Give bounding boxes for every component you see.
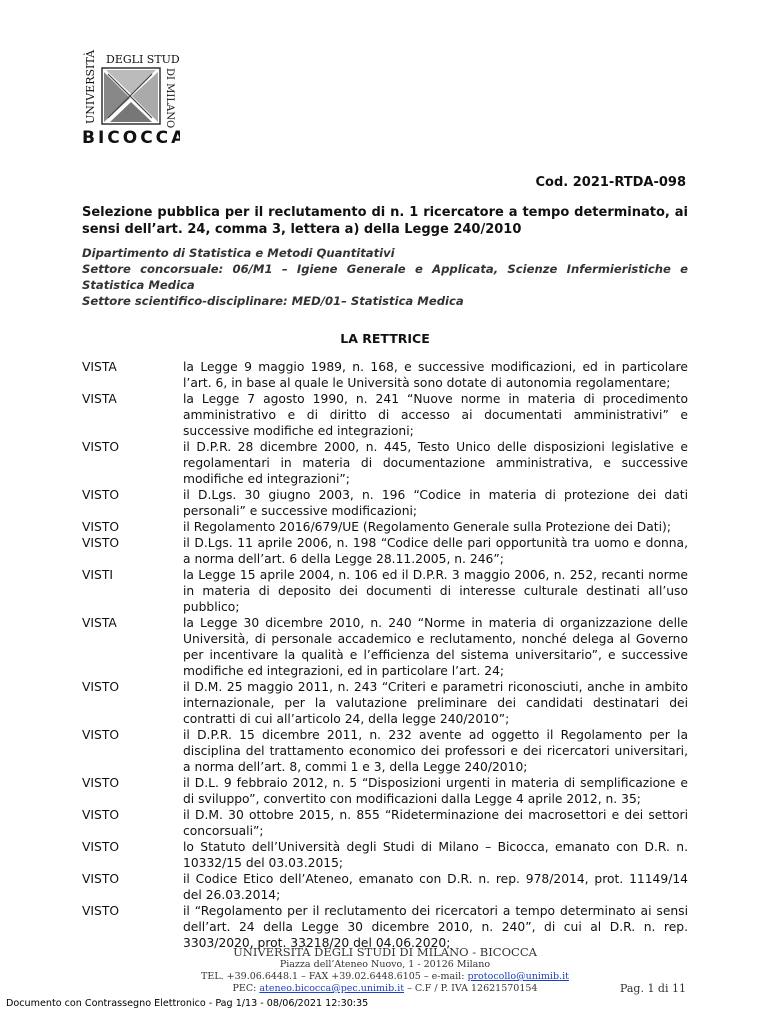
item-text: la Legge 9 maggio 1989, n. 168, e successive modificazioni, ed in particolare l’art. 6, in base al quale le Università sono dotate di autonomia regolamentare; <box>183 360 688 390</box>
university-logo <box>80 46 180 146</box>
sector-line: Settore concorsuale: 06/M1 – Igiene Generale e Applicata, Scienze Infermieristiche e Statistica Medica <box>82 262 688 292</box>
item-keyword: VISTO <box>82 904 120 918</box>
section-heading: LA RETTRICE <box>340 331 430 346</box>
list-item <box>82 839 688 871</box>
item-keyword: VISTO <box>82 840 120 854</box>
list-item <box>82 535 688 567</box>
footer-pec-label: PEC: <box>232 983 260 994</box>
list-item <box>82 871 688 903</box>
item-keyword: VISTI <box>82 568 113 582</box>
item-text: il Codice Etico dell’Ateneo, emanato con D.R. n. rep. 978/2014, prot. 11149/14 del 26.03.2014; <box>183 872 688 902</box>
item-keyword: VISTO <box>82 808 120 822</box>
list-item <box>82 439 688 487</box>
item-keyword: VISTO <box>82 488 120 502</box>
list-item <box>82 615 688 679</box>
item-keyword: VISTO <box>82 536 120 550</box>
item-text: il “Regolamento per il reclutamento dei ricercatori a tempo determinato ai sensi dell’art. 24 della Legge 30 dicembre 2010, n. 240”, di cui al D.R. n. rep. 3303/2020, prot. 33218/20 del 04.06.2020; <box>183 904 688 950</box>
footer-university-name: UNIVERSITÀ DEGLI STUDI DI MILANO - BICOCCA <box>233 945 537 959</box>
item-keyword: VISTO <box>82 520 120 534</box>
item-keyword: VISTO <box>82 776 120 790</box>
document-title: Selezione pubblica per il reclutamento di n. 1 ricercatore a tempo determinato, ai sensi dell’art. 24, comma 3, lettera a) della Legge 240/2010 <box>82 205 688 237</box>
item-text: il D.P.R. 28 dicembre 2000, n. 445, Testo Unico delle disposizioni legislative e regolamentari in materia di documentazione amministrativa, e successive modifiche ed integrazioni”; <box>183 440 688 486</box>
logo-universita-text: UNIVERSITÀ <box>84 49 97 124</box>
list-item <box>82 359 688 391</box>
item-keyword: VISTA <box>82 616 117 630</box>
list-item <box>82 391 688 439</box>
item-text: il D.P.R. 15 dicembre 2011, n. 232 avente ad oggetto il Regolamento per la disciplina del trattamento economico dei professori e dei ricercatori universitari, a norma dell’art. 8, commi 1 e 3, della Legge 240/2010; <box>183 728 688 774</box>
item-text: il D.M. 30 ottobre 2015, n. 855 “Rideterminazione dei macrosettori e dei settori concorsuali”; <box>183 808 688 838</box>
list-item <box>82 679 688 727</box>
item-text: il D.M. 25 maggio 2011, n. 243 “Criteri e parametri riconosciuti, anche in ambito internazionale, per la valutazione preliminare dei candidati destinatari dei contratti di cui all’articolo 24, della legge 240/2010”; <box>183 680 688 726</box>
item-keyword: VISTO <box>82 872 120 886</box>
item-text: la Legge 7 agosto 1990, n. 241 “Nuove norme in materia di procedimento amministrativo e di diritto di accesso ai documentati amministrativi” e successive modifiche ed integrazioni; <box>183 392 688 438</box>
item-keyword: VISTO <box>82 728 120 742</box>
department-line: Dipartimento di Statistica e Metodi Quantitativi <box>82 246 395 260</box>
list-item <box>82 727 688 775</box>
electronic-seal-note: Documento con Contrassegno Elettronico - Pag 1/13 - 08/06/2021 12:30:35 <box>6 998 369 1009</box>
logo-bicocca-text: BICOCCA <box>82 128 180 146</box>
item-text: il Regolamento 2016/679/UE (Regolamento Generale sulla Protezione dei Dati); <box>183 520 671 534</box>
item-text: il D.L. 9 febbraio 2012, n. 5 “Disposizioni urgenti in materia di semplificazione e di sviluppo”, convertito con modificazioni dalla Legge 4 aprile 2012, n. 35; <box>183 776 688 806</box>
list-item <box>82 807 688 839</box>
logo-degli-studi-text: DEGLI STUDI <box>106 53 180 66</box>
footer-tel-fax: TEL. +39.06.6448.1 – FAX +39.02.6448.6105 – e-mail: <box>201 971 468 982</box>
list-item <box>82 903 688 951</box>
considerations-list <box>82 359 688 951</box>
item-keyword: VISTA <box>82 392 117 406</box>
page-number: Pag. 1 di 11 <box>619 982 686 995</box>
list-item <box>82 775 688 807</box>
item-text: la Legge 30 dicembre 2010, n. 240 “Norme in materia di organizzazione delle Università, di personale accademico e reclutamento, nonché delega al Governo per incentivare la qualità e l’efficienza del sistema universitario”, e successive modifiche ed integrazioni, ed in particolare l’art. 24; <box>183 616 688 678</box>
item-text: lo Statuto dell’Università degli Studi di Milano – Bicocca, emanato con D.R. n. 10332/15 del 03.03.2015; <box>183 840 688 870</box>
document-metadata <box>82 245 688 309</box>
list-item <box>82 519 688 535</box>
document-code: Cod. 2021-RTDA-098 <box>535 175 686 190</box>
item-text: il D.Lgs. 11 aprile 2006, n. 198 “Codice delle pari opportunità tra uomo e donna, a norma dell’art. 6 della Legge 28.11.2005, n. 246”; <box>183 536 688 566</box>
item-text: il D.Lgs. 30 giugno 2003, n. 196 “Codice in materia di protezione dei dati personali” e successive modificazioni; <box>183 488 688 518</box>
list-item <box>82 487 688 519</box>
item-text: la Legge 15 aprile 2004, n. 106 ed il D.P.R. 3 maggio 2006, n. 252, recanti norme in materia di deposito dei documenti di interesse culturale destinati all’uso pubblico; <box>183 568 688 614</box>
footer-email-link[interactable]: protocollo@unimib.it <box>467 971 569 982</box>
logo-di-milano-text: DI MILANO <box>164 68 175 129</box>
item-keyword: VISTA <box>82 360 117 374</box>
list-item <box>82 567 688 615</box>
footer-vat: – C.F / P. IVA 12621570154 <box>404 983 538 994</box>
footer-pec-link[interactable]: ateneo.bicocca@pec.unimib.it <box>259 983 405 994</box>
item-keyword: VISTO <box>82 440 120 454</box>
logo-emblem-icon <box>102 68 160 124</box>
ssd-line: Settore scientifico-disciplinare: MED/01– Statistica Medica <box>82 294 464 308</box>
footer-address: Piazza dell’Ateneo Nuovo, 1 - 20126 Milano <box>279 959 491 970</box>
item-keyword: VISTO <box>82 680 120 694</box>
